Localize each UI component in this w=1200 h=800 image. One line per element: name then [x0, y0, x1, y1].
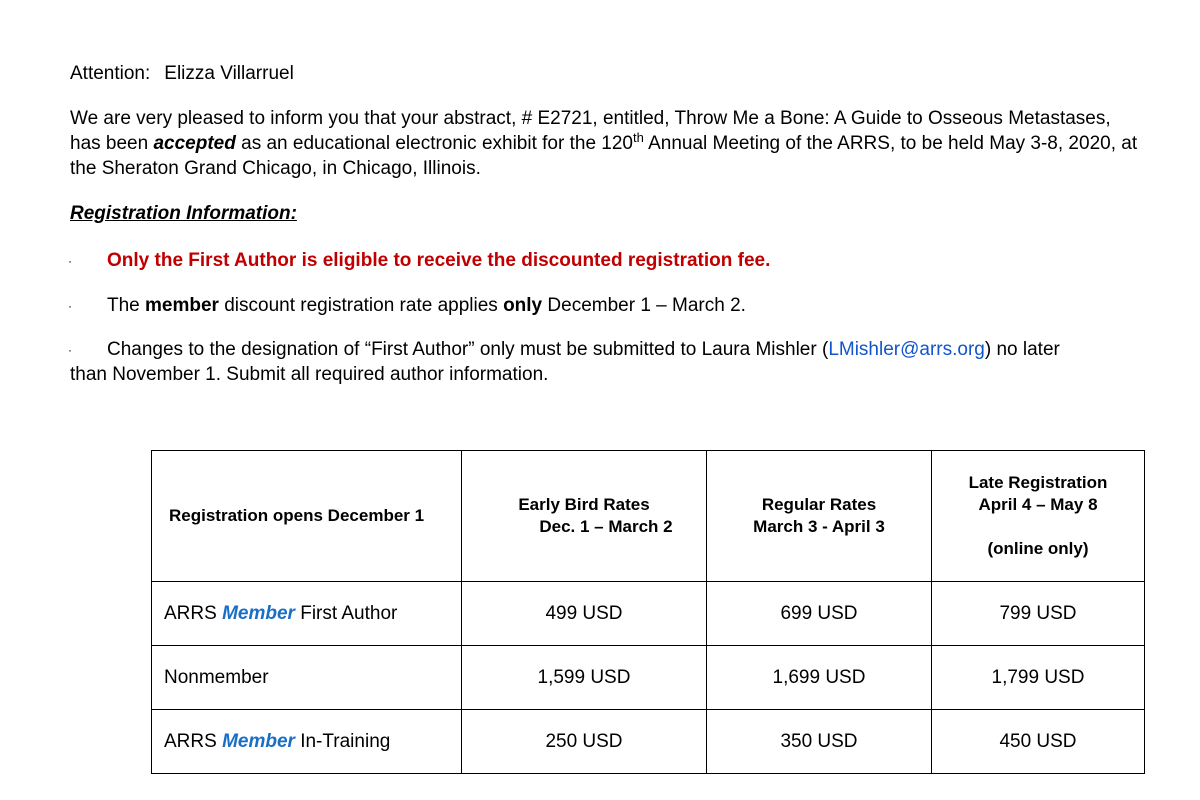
early-bird-cell: 1,599 USD — [462, 646, 707, 710]
attention-line — [70, 62, 294, 86]
bullet-dot: · — [68, 343, 72, 357]
row-label-text: In-Training — [294, 730, 391, 752]
header-line: Early Bird Rates — [518, 495, 650, 514]
header-early-bird — [462, 451, 707, 582]
first-author-notice: Only the First Author is eligible to receive the discounted registration fee. — [107, 250, 771, 271]
bullet-dot: · — [68, 299, 72, 313]
member-emphasis: member — [145, 295, 219, 316]
email-link[interactable]: LMishler@arrs.org — [828, 339, 985, 360]
header-line: Dec. 1 – March 2 — [539, 517, 673, 536]
table-header-row — [152, 451, 1145, 582]
member-emphasis: Member — [222, 602, 295, 624]
bullet-text: discount registration rate applies — [218, 295, 504, 316]
late-cell: 450 USD — [932, 710, 1145, 774]
regular-cell: 1,699 USD — [707, 646, 932, 710]
row-label-text: Nonmember — [164, 666, 269, 688]
regular-cell: 350 USD — [707, 710, 932, 774]
registration-rates-table — [151, 450, 1145, 774]
early-bird-cell: 499 USD — [462, 582, 707, 646]
header-late — [932, 451, 1145, 582]
bullet-text: The — [107, 295, 146, 316]
bullet-text: Changes to the designation of “First Author” only must be submitted to Laura Mishler ( — [107, 339, 829, 360]
header-line: March 3 - April 3 — [753, 517, 885, 536]
acceptance-paragraph — [70, 106, 1140, 181]
changes-bullet — [107, 338, 1060, 362]
header-line: Late Registration — [968, 473, 1108, 492]
header-regular — [707, 451, 932, 582]
late-cell: 1,799 USD — [932, 646, 1145, 710]
row-label — [152, 582, 462, 646]
header-registration-opens: Registration opens December 1 — [152, 451, 462, 582]
recipient-name: Elizza Villarruel — [164, 63, 294, 84]
bullet-dot: · — [68, 254, 72, 268]
table-row — [152, 710, 1145, 774]
late-cell: 799 USD — [932, 582, 1145, 646]
row-label-text: ARRS — [164, 602, 223, 624]
intro-text-part2: as an educational electronic exhibit for the 120 — [235, 133, 633, 154]
intro-text-part1: We are very pleased to inform you that your abstract, # E2721, entitled, Throw Me a Bone: A Guide to Osseous Metastases, has been — [70, 108, 1111, 154]
ordinal-superscript: th — [633, 130, 644, 145]
member-emphasis: Member — [222, 730, 295, 752]
row-label — [152, 646, 462, 710]
header-line: April 4 – May 8 — [978, 495, 1098, 514]
attention-label: Attention: — [70, 63, 151, 84]
early-bird-cell: 250 USD — [462, 710, 707, 774]
header-line: Regular Rates — [761, 495, 877, 514]
only-emphasis: only — [503, 295, 543, 316]
bullet-text: December 1 – March 2. — [542, 295, 746, 316]
header-line: (online only) — [987, 539, 1089, 558]
accepted-emphasis: accepted — [153, 133, 236, 154]
row-label-text: First Author — [294, 602, 398, 624]
row-label-text: ARRS — [164, 730, 223, 752]
regular-cell: 699 USD — [707, 582, 932, 646]
row-label — [152, 710, 462, 774]
registration-heading: Registration Information: — [70, 203, 297, 224]
changes-bullet-continuation: than November 1. Submit all required author information. — [70, 364, 549, 385]
intro-text-part3: Annual Meeting of the ARRS, to be held May 3-8, 2020, at the Sheraton Grand Chicago, in Chicago, Illinois. — [70, 133, 1138, 179]
member-rate-bullet — [107, 294, 746, 318]
table-row — [152, 646, 1145, 710]
bullet-text: ) no later — [984, 339, 1060, 360]
table-row — [152, 582, 1145, 646]
